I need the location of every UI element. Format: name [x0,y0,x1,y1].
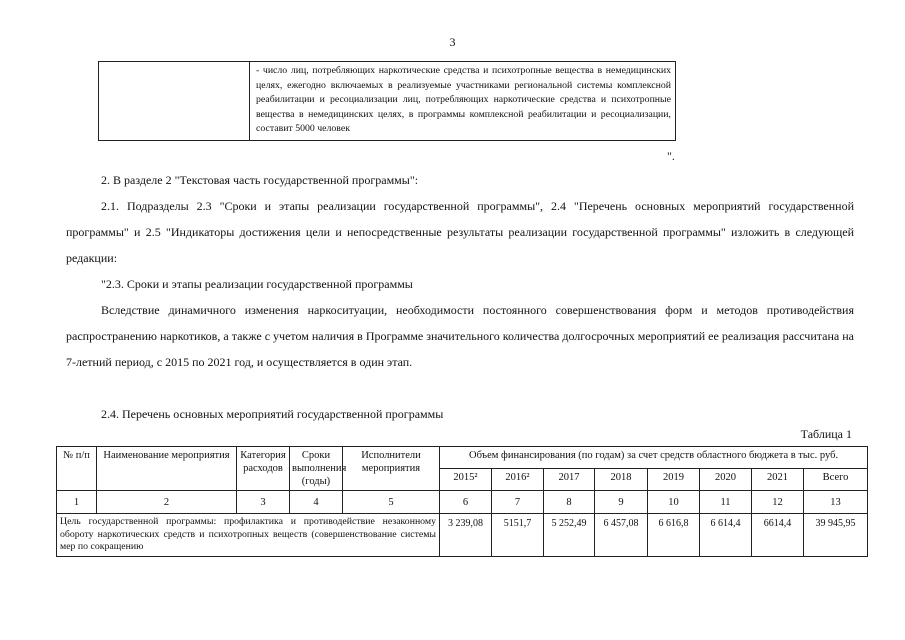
paragraph-terms-text: Вследствие динамичного изменения наркоситуации, необходимости постоянного совершенствования форм и методов противодействия распространению наркотиков, а также с учетом наличия в Программе значительного количества долгосрочных мероприятий ее реализация рассчитана на 7-летний период, с 2015 по 2021 год, и осуществляется в один этап. [66,303,854,369]
year-header: 2018 [595,469,648,491]
column-number: 7 [492,491,544,514]
year-header: 2019 [648,469,700,491]
empty-cell [99,62,250,141]
header-executors: Исполнители мероприятия [343,447,440,491]
paragraph-section-2: 2. В разделе 2 "Текстовая часть государственной программы": [101,173,419,187]
goal-total: 39 945,95 [804,514,868,557]
header-num: № п/п [57,447,97,491]
column-number: 12 [752,491,804,514]
closing-quote: ". [667,149,675,163]
total-header: Всего [804,469,868,491]
paragraph-2-3-heading: "2.3. Сроки и этапы реализации государственной программы [101,277,413,291]
column-number-row [57,491,868,514]
column-number: 11 [700,491,752,514]
page-number: 3 [449,35,456,49]
year-header: 2016² [492,469,544,491]
column-number: 1 [57,491,97,514]
header-row [57,447,868,469]
goal-value: 6 457,08 [595,514,648,557]
header-terms: Сроки выполнения (годы) [290,447,343,491]
column-number: 6 [440,491,492,514]
paragraph-2-1: 2.1. Подразделы 2.3 "Сроки и этапы реализации государственной программы", 2.4 "Перечень основных мероприятий государственной программы" и 2.5 "Индикаторы достижения цели и непосредственные результаты реализации государственной программы" изложить в следующей редакции: [66,199,854,265]
goal-text: Цель государственной программы: профилактика и противодействие незаконному обороту наркотических средств и психотропных веществ (совершенствование системы мер по сокращению [57,514,440,557]
goal-value: 6 616,8 [648,514,700,557]
goal-value: 6 614,4 [700,514,752,557]
column-number: 5 [343,491,440,514]
header-funding: Объем финансирования (по годам) за счет средств областного бюджета в тыс. руб. [440,447,868,469]
year-header: 2021 [752,469,804,491]
goal-value: 5 252,49 [544,514,595,557]
header-name: Наименование мероприятия [97,447,237,491]
column-number: 8 [544,491,595,514]
column-number: 3 [237,491,290,514]
year-header: 2020 [700,469,752,491]
year-header: 2015² [440,469,492,491]
column-number: 13 [804,491,868,514]
header-category: Категория расходов [237,447,290,491]
goal-value: 5151,7 [492,514,544,557]
goal-row [57,514,868,557]
year-header: 2017 [544,469,595,491]
indicator-text: - число лиц, потребляющих наркотические средства и психотропные вещества в немедицинских целях, ежегодно включаемых в реализуемые участниками региональной системы комплексной реабилитации и ресоциализации лиц, потребляющих наркотические средства и психотропные вещества в немедицинских целях, в программы комплексной реабилитации и ресоциализации, составит 5000 человек [250,62,676,141]
paragraph-2-4-heading: 2.4. Перечень основных мероприятий государственной программы [101,407,444,421]
column-number: 9 [595,491,648,514]
column-number: 10 [648,491,700,514]
column-number: 4 [290,491,343,514]
goal-value: 6614,4 [752,514,804,557]
column-number: 2 [97,491,237,514]
activities-table [56,446,868,557]
table-caption: Таблица 1 [800,427,852,441]
indicators-table-fragment [98,61,676,141]
goal-value: 3 239,08 [440,514,492,557]
